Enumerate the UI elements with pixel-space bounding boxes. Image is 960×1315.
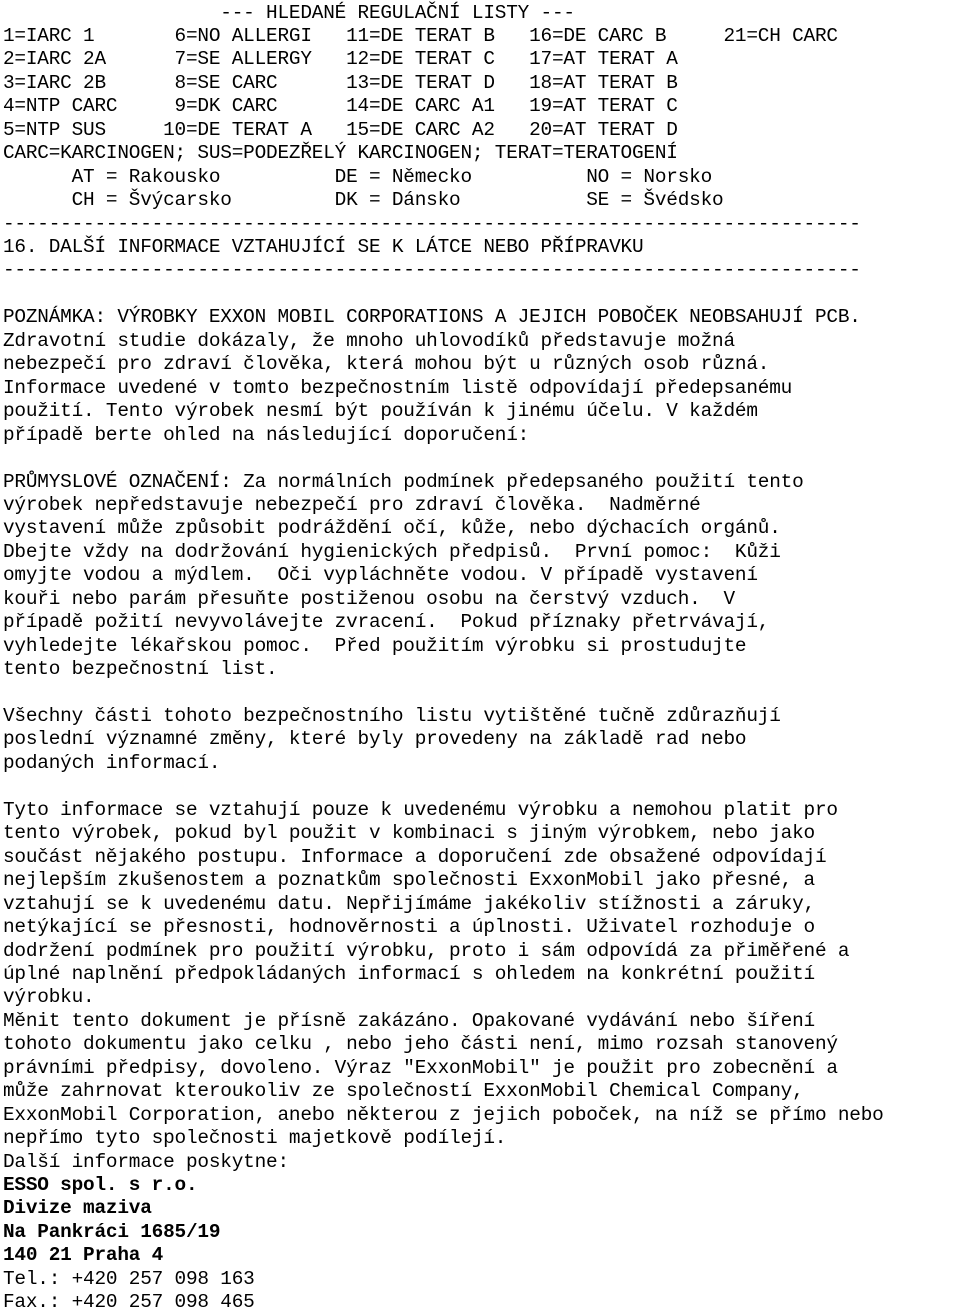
text-line: nepřímo tyto společnosti majetkově podílejí. — [3, 1127, 507, 1150]
text-line: nejlepším zkušenostem a poznatkům společnosti ExxonMobil jako přesné, a — [3, 869, 815, 892]
text-line: podaných informací. — [3, 751, 221, 774]
text-line: CH = Švýcarsko DK = Dánsko SE = Švédsko — [3, 189, 724, 212]
text-line: právními předpisy, dovoleno. Výraz "ExxonMobil" je použit pro zobecnění a — [3, 1056, 838, 1079]
text-line: vyhledejte lékařskou pomoc. Před použitím výrobku si prostudujte — [3, 634, 747, 657]
text-line: ExxonMobil Corporation, anebo některou z jejich poboček, na níž se přímo nebo — [3, 1103, 884, 1126]
text-line: 5=NTP SUS 10=DE TERAT A 15=DE CARC A2 20=AT TERAT D — [3, 118, 678, 141]
text-line: součást nějakého postupu. Informace a doporučení zde obsažené odpovídají — [3, 845, 827, 868]
text-line: tohoto dokumentu jako celku , nebo jeho části není, mimo rozsah stanovený — [3, 1033, 838, 1056]
text-line: Informace uvedené v tomto bezpečnostním listě odpovídají předepsanému — [3, 376, 793, 399]
text-line: Tel.: +420 257 098 163 — [3, 1267, 255, 1290]
text-line: netýkající se přesnosti, hodnověrnosti a úplnosti. Uživatel rozhoduje o — [3, 916, 815, 939]
text-line: poslední významné změny, které byly provedeny na základě rad nebo — [3, 728, 747, 751]
text-line: Na Pankráci 1685/19 — [3, 1220, 221, 1243]
text-line: dodržení podmínek pro použití výrobku, proto i sám odpovídá za přiměřené a — [3, 939, 850, 962]
text-line: 140 21 Praha 4 — [3, 1244, 164, 1267]
text-line: ESSO spol. s r.o. — [3, 1174, 198, 1196]
text-line: výrobek nepředstavuje nebezpečí pro zdraví člověka. Nadměrné — [3, 493, 701, 516]
text-line: POZNÁMKA: VÝROBKY EXXON MOBIL CORPORATIONS A JEJICH POBOČEK NEOBSAHUJÍ PCB. — [3, 306, 861, 329]
text-line: Všechny části tohoto bezpečnostního listu vytištěné tučně zdůrazňují — [3, 705, 781, 727]
text-line: Fax.: +420 257 098 465 — [3, 1291, 255, 1314]
text-line: 2=IARC 2A 7=SE ALLERGY 12=DE TERAT C 17=AT TERAT A — [3, 48, 678, 71]
text-line: 3=IARC 2B 8=SE CARC 13=DE TERAT D 18=AT TERAT B — [3, 71, 678, 94]
separator-line: --------------------------------------------------------------------------- — [3, 212, 861, 235]
text-line: omyjte vodou a mýdlem. Oči vypláchněte vodou. V případě vystavení — [3, 564, 758, 587]
text-line: vztahují se k uvedenému datu. Nepřijímáme jakékoliv stížnosti a záruky, — [3, 892, 815, 915]
text-line: CARC=KARCINOGEN; SUS=PODEZŘELÝ KARCINOGEN; TERAT=TERATOGENÍ — [3, 142, 678, 165]
text-line: případě požití nevyvolávejte zvracení. Pokud příznaky přetrvávají, — [3, 611, 770, 634]
text-line: AT = Rakousko DE = Německo NO = Norsko — [3, 165, 713, 188]
text-line: tento výrobek, pokud byl použit v kombinaci s jiným výrobkem, nebo jako — [3, 822, 815, 845]
text-line: Zdravotní studie dokázaly, že mnoho uhlovodíků představuje možná — [3, 329, 735, 352]
text-line: kouři nebo parám přesuňte postiženou osobu na čerstvý vzduch. V — [3, 587, 735, 610]
text-line: tento bezpečnostní list. — [3, 658, 278, 681]
text-line: 1=IARC 1 6=NO ALLERGI 11=DE TERAT B 16=DE CARC B 21=CH CARC — [3, 24, 838, 47]
text-line: výrobku. — [3, 986, 95, 1009]
text-line: Měnit tento dokument je přísně zakázáno. Opakované vydávání nebo šíření — [3, 1009, 815, 1032]
text-line: 4=NTP CARC 9=DK CARC 14=DE CARC A1 19=AT TERAT C — [3, 95, 678, 118]
text-line: nebezpečí pro zdraví člověka, která mohou být u různých osob různá. — [3, 353, 770, 376]
text-line: případě berte ohled na následující doporučení: — [3, 423, 530, 446]
text-line: Divize maziva — [3, 1197, 152, 1220]
separator-line: --------------------------------------------------------------------------- — [3, 259, 861, 282]
text-line: 16. DALŠÍ INFORMACE VZTAHUJÍCÍ SE K LÁTCE NEBO PŘÍPRAVKU — [3, 236, 644, 258]
text-line: Dbejte vždy na dodržování hygienických předpisů. První pomoc: Kůži — [3, 540, 781, 563]
text-line: může zahrnovat kteroukoliv ze společností ExxonMobil Chemical Company, — [3, 1080, 804, 1103]
text-line: vystavení může způsobit podráždění očí, kůže, nebo dýchacích orgánů. — [3, 517, 781, 540]
text-line: Tyto informace se vztahují pouze k uvedenému výrobku a nemohou platit pro — [3, 798, 838, 821]
text-line: --- HLEDANÉ REGULAČNÍ LISTY --- — [3, 1, 575, 24]
text-line: PRŮMYSLOVÉ OZNAČENÍ: Za normálních podmínek předepsaného použití tento — [3, 470, 804, 493]
text-line: Další informace poskytne: — [3, 1150, 289, 1173]
text-line: úplné naplnění předpokládaných informací s ohledem na konkrétní použití — [3, 962, 815, 985]
text-line: použití. Tento výrobek nesmí být používán k jinému účelu. V každém — [3, 400, 758, 423]
